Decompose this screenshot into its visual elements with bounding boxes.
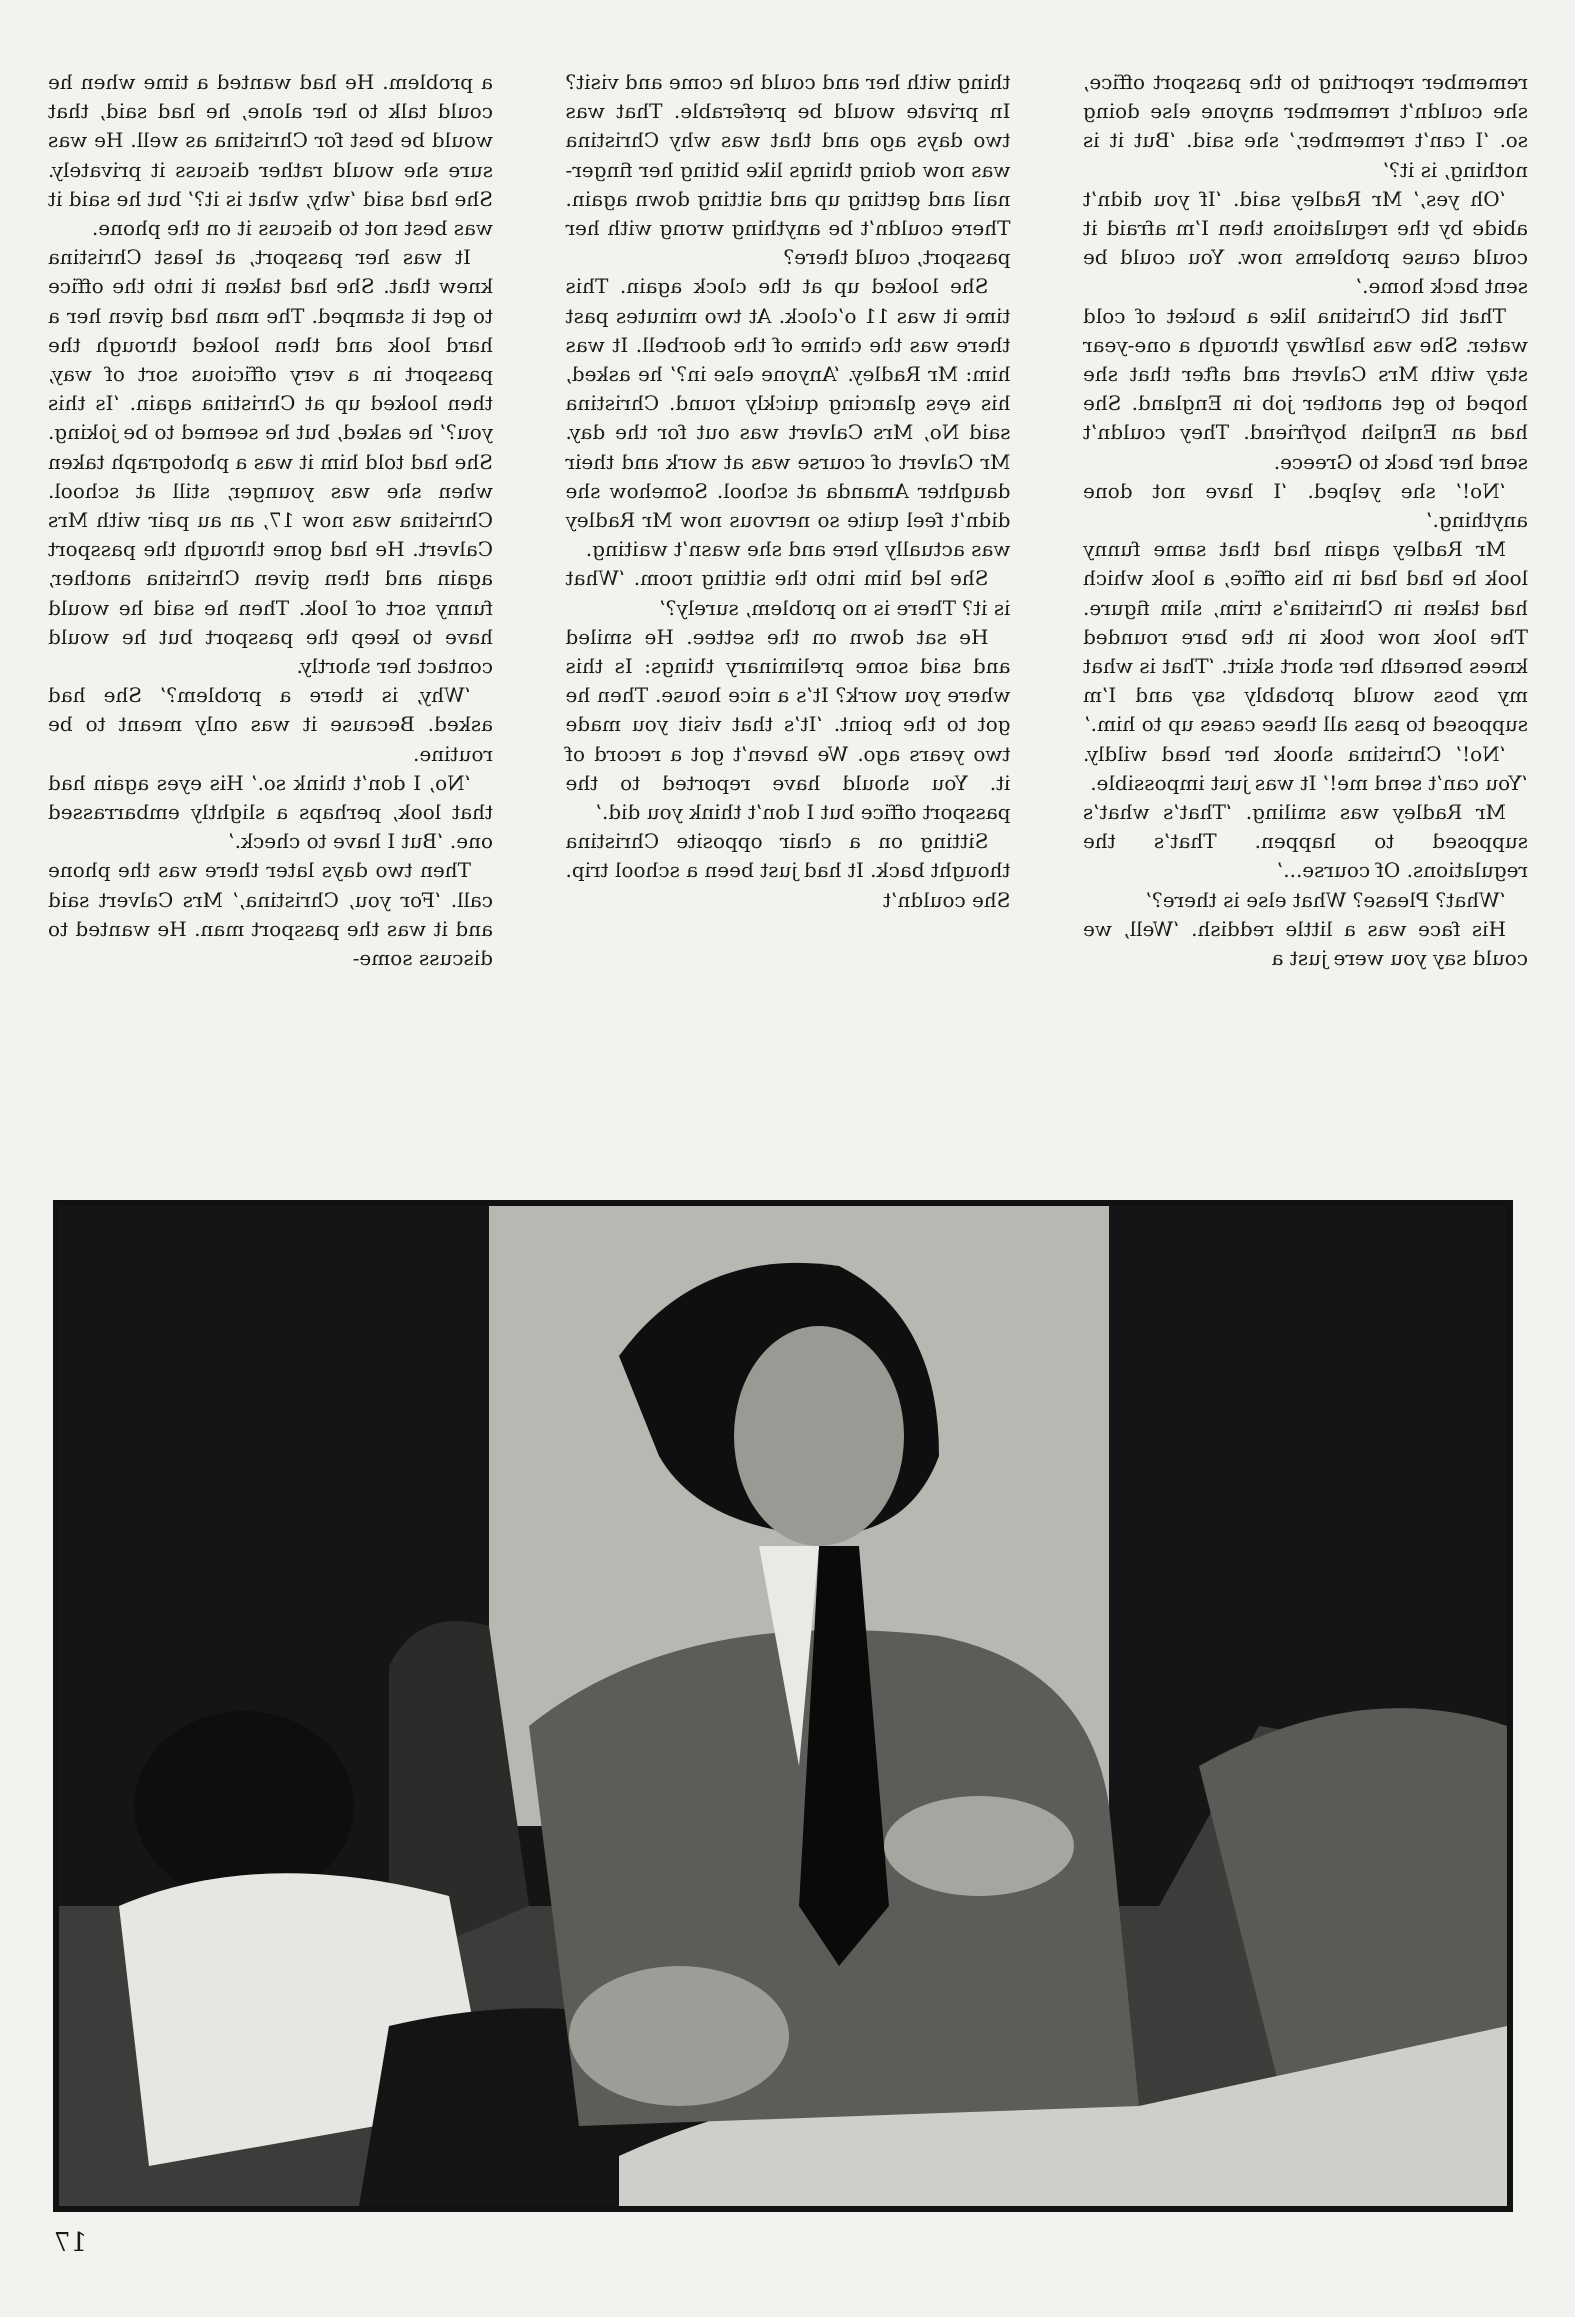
paragraph: ‘No, I don’t think so.’ His eyes again had that look, perhaps a slightly embarrassed one. ‘But I have to check.’ — [48, 770, 493, 854]
paragraph: He sat down on the settee. He smiled and said some preliminary things: Is this where you work? It’s a nice house. Then he got to the point. ‘It’s that visit you made two years ago. We haven’t got a record of it. You should have reported to the passport office but I don’t think you did.’ — [565, 624, 1011, 825]
seated-person-hair — [134, 1711, 354, 1901]
paragraph: thing with her and could he come and visit? In private would be preferable. That was two days ago and that was why Christina was now doing things like biting her finger-nail and getting up and sitting down again. There couldn’t be anything wrong with her passport, could there? — [565, 70, 1011, 270]
photo-illustration — [59, 1206, 1507, 2206]
man-face — [734, 1326, 904, 1546]
paragraph: ‘No!’ Christina shook her head wildly. ‘You can’t send me!’ It was just impossible. — [1083, 741, 1528, 795]
paragraph: Sitting on a chair opposite Christina thought back. It had just been a school trip. She couldn’t — [565, 829, 1011, 912]
paragraph: That hit Christina like a bucket of cold water. She was halfway through a one-year stay with Mrs Calvert and after that she hoped to get another job in England. She had an English boyfriend. They couldn’t send her back to Greece. — [1083, 303, 1528, 474]
raised-hand — [884, 1796, 1074, 1896]
article-photo — [53, 1200, 1513, 2212]
paragraph: Mr Radley again had that same funny look he had had in his office, a look which had taken in Christina’s trim, slim figure. The look now took in the bare rounded knees beneath her short skirt. ‘That is what my boss would probably say and I’m supposed to pass all these cases up to him.’ — [1083, 537, 1528, 737]
paragraph: ‘What? Please? What else is there?’ — [1145, 887, 1506, 912]
paragraph: ‘Why, is there a problem?’ She had asked. Because it was only meant to be routine. — [48, 683, 493, 766]
text-column-2 — [566, 68, 1011, 1168]
paragraph: She led him into the sitting room. ‘What is it? There is no problem, surely?’ — [565, 566, 1011, 620]
resting-hand — [569, 1966, 789, 2106]
paragraph: She looked up at the clock again. This time it was 11 o’clock. At two minutes past there was the chime of the doorbell. It was him: Mr Radley. ‘Anyone else in?’ he asked, his eyes glancing quickly round. Christina said No, Mrs Calvert was out for the day. Mr Calvert of course was at work and their daughter Amanda at school. Somehow she didn’t feel quite so nervous now Mr Radley was actually here and she wasn’t waiting. — [565, 274, 1011, 562]
text-column-1 — [48, 68, 493, 1168]
page-number: 17 — [54, 2228, 88, 2258]
paragraph: a problem. He had wanted a time when he could talk to her alone, he had said, that would be best for Christina as well. He was sure she would rather discuss it privately. She had said ‘why, what is it?’ but he said it was best not to discuss it on the phone. — [48, 70, 493, 241]
paragraph: remember reporting to the passport office, she couldn’t remember anyone else doing so. ‘I can’t remember,’ she said. ‘But it is nothing, is it?’ — [1083, 70, 1528, 182]
paragraph: It was her passport, at least Christina knew that. She had taken it into the office to get it stamped. The man had given her a hard look and then looked through the passport in a very officious sort of way, then looked up at Christina again. ‘Is this you?’ he asked, but he seemed to be joking. She had told him it was a photograph taken when she was younger, still at school. Christina was now 17, an au pair with Mrs Calvert. He had gone through the passport again and then given Christina another, funny sort of look. Then he said he would have to keep the passport but he would contact her shortly. — [48, 245, 493, 679]
paragraph: Then two days later there was the phone call. ‘For you, Christina,’ Mrs Calvert said and it was the passport man. He wanted to discuss some- — [48, 858, 493, 971]
paragraph: His face was a little reddish. ‘Well, we could say you were just a — [1083, 916, 1528, 971]
paragraph: ‘No!’ she yelped. ‘I have not done anything.’ — [1083, 478, 1528, 533]
paragraph: ‘Oh yes,’ Mr Radley said. ‘If you didn’t abide by the regulations then I’m afraid it could cause problems now. You could be sent back home.’ — [1083, 186, 1528, 299]
article-text — [48, 68, 1528, 1168]
paragraph: Mr Radley was smiling. ‘That’s what’s supposed to happen. That’s the regulations. Of course...’ — [1083, 800, 1528, 883]
text-column-3 — [1083, 68, 1528, 1168]
